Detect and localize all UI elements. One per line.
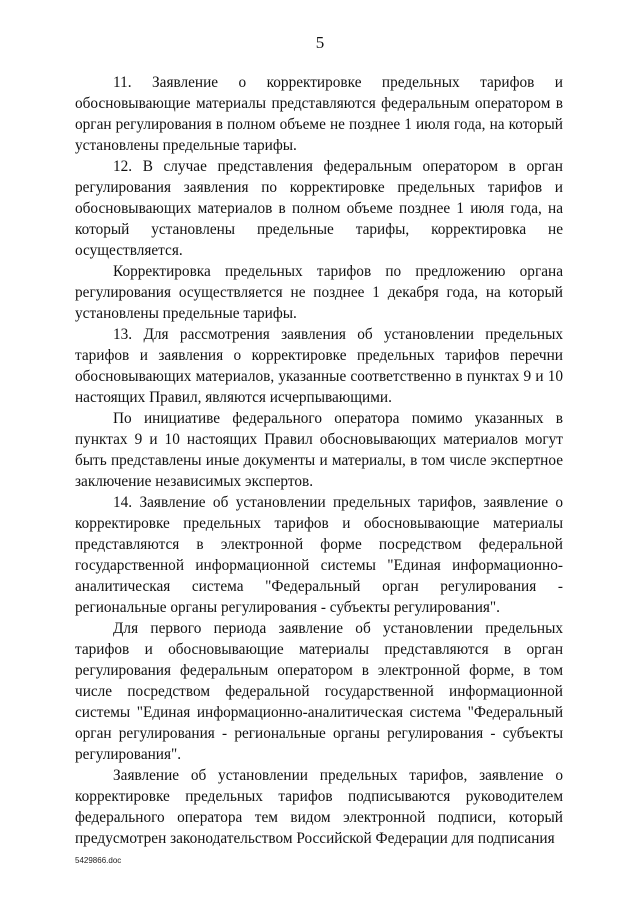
paragraph-13: 13. Для рассмотрения заявления об установлении предельных тарифов и заявления о корректировке предельных тарифов перечни обосновывающих материалов, указанные соответственно в пунктах 9 и 10 настоящих Правил, являются исчерпывающими.	[75, 326, 563, 406]
paragraph-13-continued: По инициативе федерального оператора помимо указанных в пунктах 9 и 10 настоящих Правил обосновывающих материалов могут быть представлены иные документы и материалы, в том числе экспертное заключение независимых экспертов.	[75, 410, 563, 490]
paragraph-14-signature: Заявление об установлении предельных тарифов, заявление о корректировке предельных тарифов подписываются руководителем федерального оператора тем видом электронной подписи, который предусмотрен законодательством Российской Федерации для подписания	[75, 767, 563, 847]
document-body	[75, 72, 563, 849]
paragraph-14: 14. Заявление об установлении предельных тарифов, заявление о корректировке предельных тарифов и обосновывающие материалы представляются в электронной форме посредством федеральной государственной информационной системы "Единая информационно-аналитическая система "Федеральный орган регулирования - региональные органы регулирования - субъекты регулирования".	[75, 494, 563, 616]
page-number: 5	[315, 33, 325, 52]
paragraph-14-first-period: Для первого периода заявление об установлении предельных тарифов и обосновывающие материалы представляются в орган регулирования федеральным оператором в электронной форме, в том числе посредством федеральной государственной информационной системы "Единая информационно-аналитическая система "Федеральный орган регулирования - региональные органы регулирования - субъекты регулирования".	[75, 620, 563, 763]
document-file-name: 5429866.doc	[75, 856, 122, 865]
paragraph-11: 11. Заявление о корректировке предельных тарифов и обосновывающие материалы представляются федеральным оператором в орган регулирования в полном объеме не позднее 1 июля года, на который установлены предельные тарифы.	[75, 74, 563, 154]
paragraph-12-continued: Корректировка предельных тарифов по предложению органа регулирования осуществляется не позднее 1 декабря года, на который установлены предельные тарифы.	[75, 263, 563, 322]
paragraph-12: 12. В случае представления федеральным оператором в орган регулирования заявления по корректировке предельных тарифов и обосновывающих материалов в полном объеме позднее 1 июля года, на который установлены предельные тарифы, корректировка не осуществляется.	[75, 158, 563, 259]
